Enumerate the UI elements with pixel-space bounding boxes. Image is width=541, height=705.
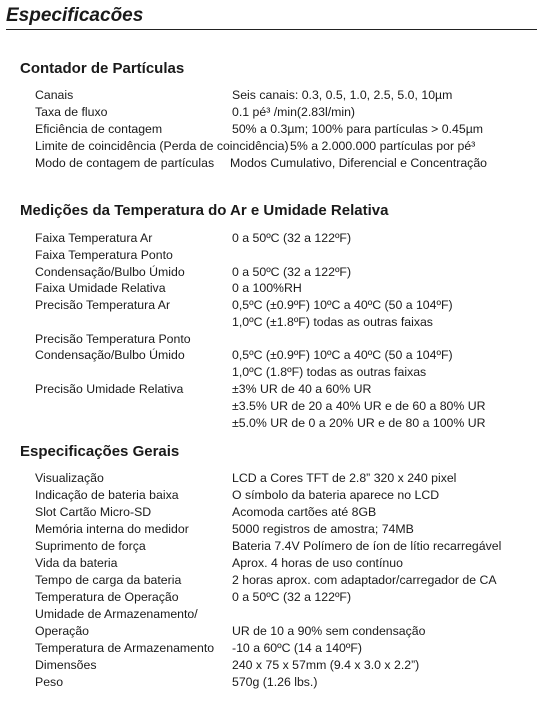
spec-value: UR de 10 a 90% sem condensação	[232, 624, 426, 638]
spec-value: 0 a 50ºC (32 a 122ºF)	[232, 590, 352, 604]
spec-value: 0 a 100%RH	[232, 281, 302, 295]
page-title: Especificacões	[6, 5, 144, 26]
spec-value: LCD a Cores TFT de 2.8” 320 x 240 pixel	[232, 471, 457, 485]
spec-label: Condensação/Bulbo Úmido	[35, 348, 185, 362]
spec-value: ±3.5% UR de 20 a 40% UR e de 60 a 80% UR	[232, 399, 486, 413]
spec-value: -10 a 60ºC (14 a 140ºF)	[232, 641, 362, 655]
spec-value: 1,0ºC (1.8ºF) todas as outras faixas	[232, 365, 427, 379]
spec-label: Visualização	[35, 471, 104, 485]
spec-value: Acomoda cartões até 8GB	[232, 505, 377, 519]
spec-label: Suprimento de força	[35, 539, 146, 553]
spec-label: Taxa de fluxo	[35, 105, 108, 119]
spec-label: Canais	[35, 88, 74, 102]
spec-value: ±3% UR de 40 a 60% UR	[232, 382, 372, 396]
spec-value: Aprox. 4 horas de uso contínuo	[232, 556, 403, 570]
spec-value: Modos Cumulativo, Diferencial e Concentração	[230, 156, 487, 170]
spec-label: Precisão Umidade Relativa	[35, 382, 184, 396]
spec-value: 570g (1.26 lbs.)	[232, 675, 318, 689]
spec-label: Faixa Temperatura Ar	[35, 231, 153, 245]
spec-value: 0,5ºC (±0.9ºF) 10ºC a 40ºC (50 a 104ºF)	[232, 348, 453, 362]
spec-label: Tempo de carga da bateria	[35, 573, 182, 587]
spec-label: Faixa Temperatura Ponto	[35, 248, 173, 262]
spec-label: Vida da bateria	[35, 556, 118, 570]
spec-label: Precisão Temperatura Ar	[35, 298, 171, 312]
spec-value: 0 a 50ºC (32 a 122ºF)	[232, 265, 352, 279]
spec-label: Umidade de Armazenamento/	[35, 607, 198, 621]
spec-label: Temperatura de Armazenamento	[35, 641, 215, 655]
spec-label: Peso	[35, 675, 64, 689]
spec-value: 240 x 75 x 57mm (9.4 x 3.0 x 2.2”)	[232, 658, 420, 672]
title-divider	[6, 29, 537, 30]
section-heading-particle-counter: Contador de Partículas	[20, 60, 185, 77]
section-heading-air-temperature-humidity: Medições da Temperatura do Ar e Umidade Relativa	[20, 202, 389, 219]
spec-value: 0.1 pé³ /min(2.83l/min)	[232, 105, 356, 119]
spec-value: 1,0ºC (±1.8ºF) todas as outras faixas	[232, 315, 433, 329]
spec-value: Seis canais: 0.3, 0.5, 1.0, 2.5, 5.0, 10µm	[232, 88, 453, 102]
spec-label: Operação	[35, 624, 90, 638]
spec-value: ±5.0% UR de 0 a 20% UR e de 80 a 100% UR	[232, 416, 486, 430]
spec-label: Memória interna do medidor	[35, 522, 189, 536]
spec-label: Eficiência de contagem	[35, 122, 163, 136]
spec-value: 50% a 0.3µm; 100% para partículas > 0.45µm	[232, 122, 484, 136]
spec-value: 5% a 2.000.000 partículas por pé³	[290, 139, 476, 153]
spec-value: Bateria 7.4V Polímero de íon de lítio recarregável	[232, 539, 502, 553]
spec-label: Indicação de bateria baixa	[35, 488, 179, 502]
spec-value: 0 a 50ºC (32 a 122ºF)	[232, 231, 352, 245]
spec-label: Precisão Temperatura Ponto	[35, 332, 191, 346]
spec-value: 0,5ºC (±0.9ºF) 10ºC a 40ºC (50 a 104ºF)	[232, 298, 453, 312]
spec-label: Slot Cartão Micro-SD	[35, 505, 152, 519]
spec-value: O símbolo da bateria aparece no LCD	[232, 488, 440, 502]
section-heading-general-specs: Especificações Gerais	[20, 443, 180, 460]
spec-label: Dimensões	[35, 658, 97, 672]
spec-label: Modo de contagem de partículas	[35, 156, 215, 170]
spec-label: Limite de coincidência (Perda de coincidência)	[35, 139, 289, 153]
spec-value: 5000 registros de amostra; 74MB	[232, 522, 414, 536]
spec-value: 2 horas aprox. com adaptador/carregador de CA	[232, 573, 497, 587]
spec-label: Temperatura de Operação	[35, 590, 179, 604]
spec-label: Faixa Umidade Relativa	[35, 281, 166, 295]
spec-label: Condensação/Bulbo Úmido	[35, 265, 185, 279]
